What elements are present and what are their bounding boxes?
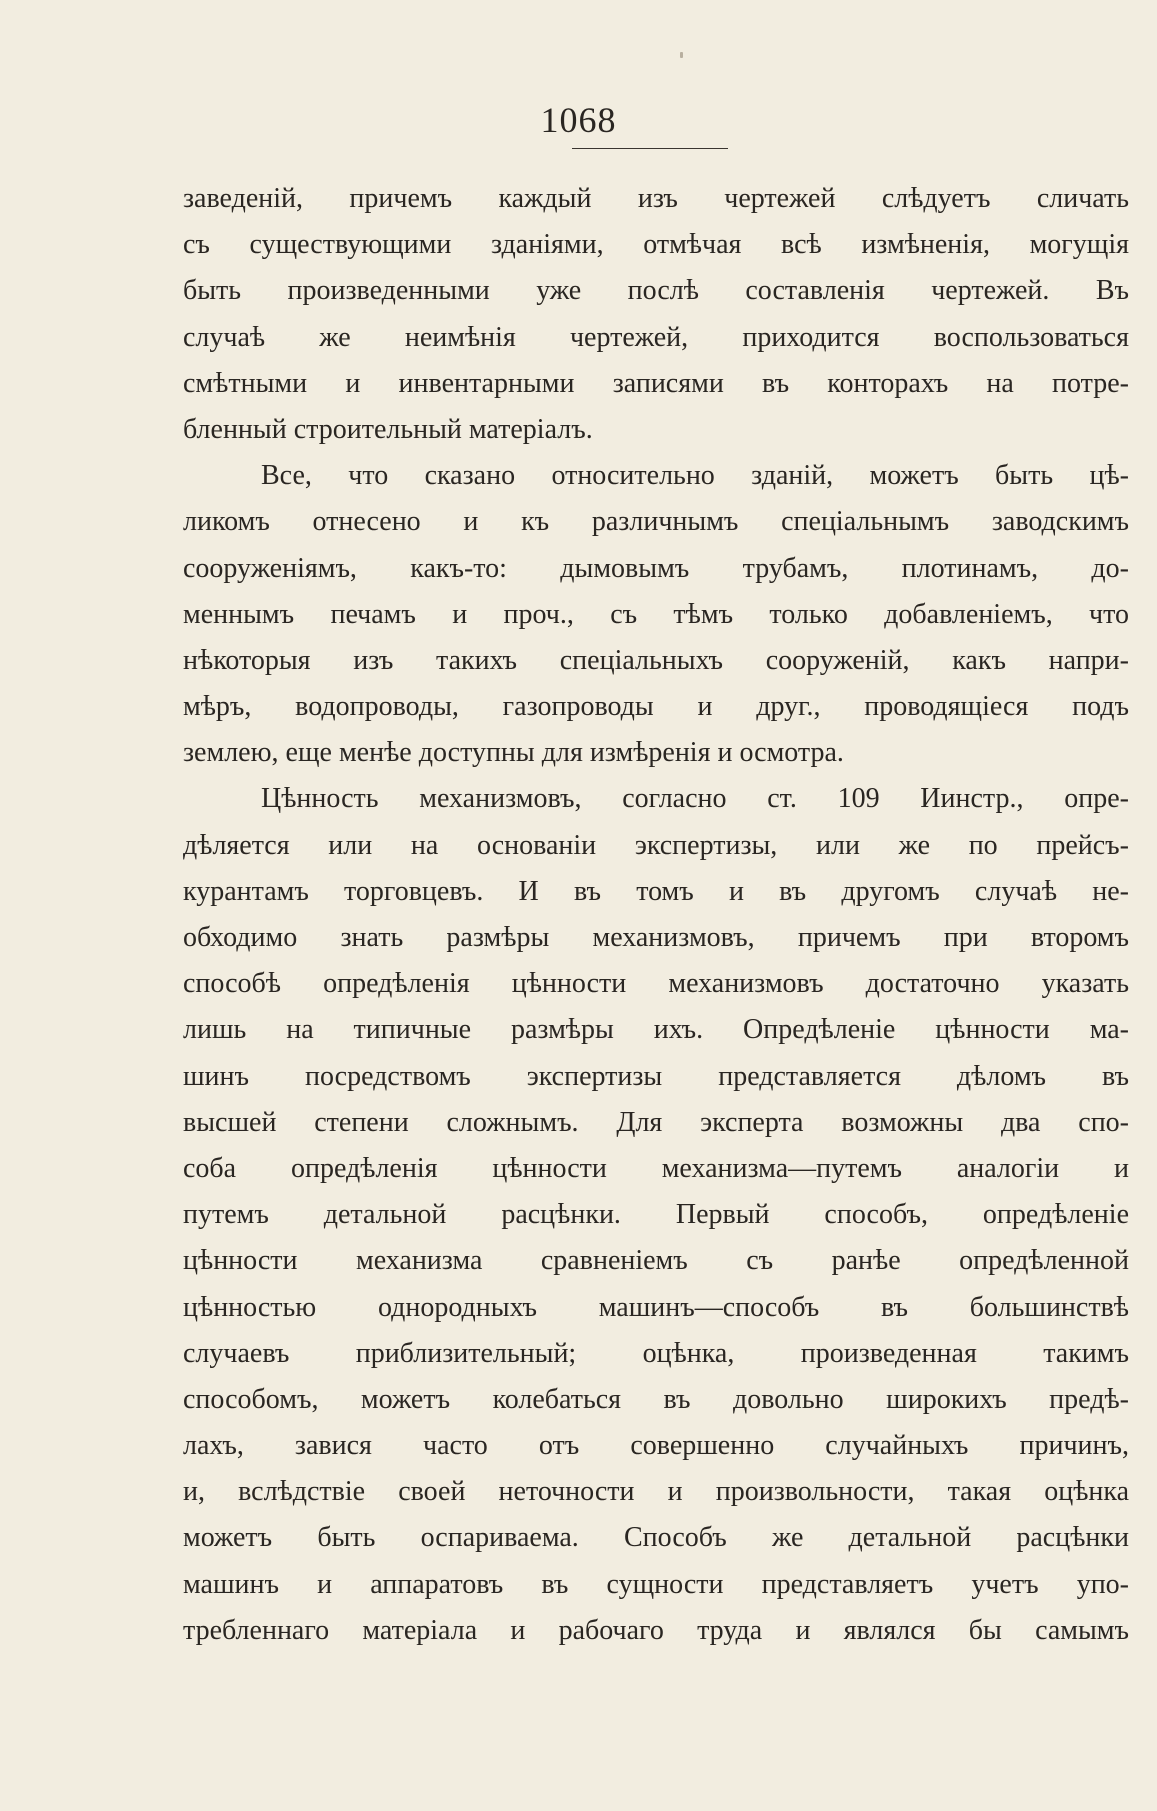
text-line: можетъ быть оспариваема. Способъ же детальной расцѣнки (183, 1522, 1129, 1554)
page-number: 1068 (540, 100, 617, 140)
header-rule (572, 148, 728, 149)
text-line: машинъ и аппаратовъ въ сущности представляетъ учетъ упо- (183, 1568, 1129, 1600)
text-line: обходимо знать размѣры механизмовъ, причемъ при второмъ (183, 922, 1129, 953)
paper-speck (680, 52, 683, 58)
text-line: и, вслѣдствіе своей неточности и произвольности, такая оцѣнка (183, 1476, 1129, 1508)
text-line: способомъ, можетъ колебаться въ довольно широкихъ предѣ- (183, 1383, 1129, 1415)
paragraph (183, 776, 1129, 1654)
text-line: сооруженіямъ, какъ-то: дымовымъ трубамъ, плотинамъ, до- (183, 552, 1129, 584)
text-line: цѣнностью однородныхъ машинъ—способъ въ большинствѣ (183, 1291, 1129, 1323)
text-line: смѣтными и инвентарными записями въ конторахъ на потре- (183, 367, 1129, 399)
text-line: путемъ детальной расцѣнки. Первый способъ, опредѣленіе (183, 1199, 1129, 1231)
text-line: мѣръ, водопроводы, газопроводы и друг., проводящіеся подъ (183, 691, 1129, 723)
text-line: ликомъ отнесено и къ различнымъ спеціальнымъ заводскимъ (183, 506, 1129, 538)
text-line: съ существующими зданіями, отмѣчая всѣ измѣненія, могущія (183, 229, 1129, 261)
text-line: быть произведенными уже послѣ составленія чертежей. Въ (183, 275, 1129, 307)
text-line: случаевъ приблизительный; оцѣнка, произведенная такимъ (183, 1337, 1129, 1369)
text-line: землею, еще менѣе доступны для измѣренія и осмотра. (183, 737, 844, 769)
text-line: меннымъ печамъ и проч., съ тѣмъ только добавленіемъ, что (183, 598, 1129, 630)
text-line: способѣ опредѣленія цѣнности механизмовъ достаточно указать (183, 968, 1129, 1000)
text-line: заведеній, причемъ каждый изъ чертежей слѣдуетъ сличать (183, 183, 1129, 214)
text-line: соба опредѣленія цѣнности механизма—путемъ аналогіи и (183, 1152, 1129, 1184)
body-text (183, 176, 1129, 1654)
text-line: шинъ посредствомъ экспертизы представляется дѣломъ въ (183, 1060, 1129, 1092)
text-line: курантамъ торговцевъ. И въ томъ и въ другомъ случаѣ не- (183, 875, 1129, 907)
text-line: высшей степени сложнымъ. Для эксперта возможны два спо- (183, 1106, 1129, 1138)
text-line: бленный строительный матеріалъ. (183, 413, 593, 445)
text-line: лишь на типичные размѣры ихъ. Опредѣленіе цѣнности ма- (183, 1014, 1129, 1046)
text-line: требленнаго матеріала и рабочаго труда и являлся бы самымъ (183, 1614, 1129, 1646)
paragraph (183, 176, 1129, 453)
text-line: случаѣ же неимѣнія чертежей, приходится воспользоваться (183, 321, 1129, 353)
text-line: лахъ, завися часто отъ совершенно случайныхъ причинъ, (183, 1430, 1129, 1462)
text-line: цѣнности механизма сравненіемъ съ ранѣе опредѣленной (183, 1245, 1129, 1277)
text-line: дѣляется или на основаніи экспертизы, или же по прейсъ- (183, 829, 1129, 861)
text-line: Все, что сказано относительно зданій, можетъ быть цѣ- (261, 460, 1129, 492)
text-line: Цѣнность механизмовъ, согласно ст. 109 Иинстр., опре- (261, 783, 1129, 815)
text-line: нѣкоторыя изъ такихъ спеціальныхъ сооруженій, какъ напри- (183, 644, 1129, 676)
paragraph (183, 453, 1129, 776)
